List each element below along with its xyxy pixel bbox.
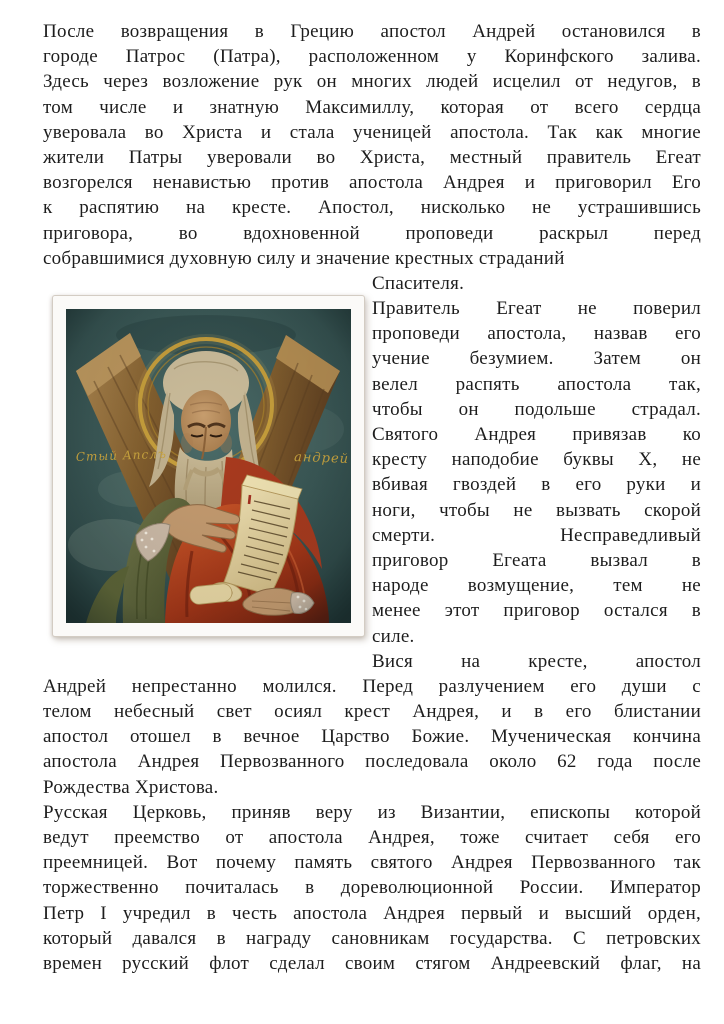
- text-line: кресту наподобие буквы Х, не: [372, 449, 701, 471]
- paragraph-4: [43, 800, 701, 976]
- text-line: жители Патры уверовали во Христа, местный правитель Егеат: [43, 146, 701, 168]
- text-line: вбивая гвоздей в его руки и: [372, 474, 701, 496]
- paragraph-1-last-line: [43, 271, 701, 296]
- text-line: Вися на кресте, апостол: [372, 650, 701, 672]
- text-line: Святого Андрея привязав ко: [372, 424, 701, 445]
- paragraph-1: [43, 19, 701, 271]
- text-line: апостол отошел в вечное Царство Божие. Мученическая кончина: [43, 726, 701, 748]
- text-line: Петр I учредил в честь апостола Андрея первый и высший орден,: [43, 902, 701, 924]
- text-line: ведут преемство от апостола Андрея, тоже считает себя его: [43, 827, 701, 848]
- text-line: возгорелся ненавистью против апостола Андрея и приговорил Его: [43, 172, 701, 194]
- text-line: учение безумием. Затем он: [372, 348, 701, 370]
- text-line: торжественно почиталась в дореволюционной России. Император: [43, 877, 701, 899]
- text-line: уверовала во Христа и стала ученицей апостола. Так как многие: [43, 121, 701, 143]
- text-line: народе возмущение, тем не: [372, 575, 701, 597]
- text-line: телом небесный свет осиял крест Андрея, и в его блистании: [43, 701, 701, 723]
- text-line: смерти. Несправедливый: [372, 524, 701, 546]
- text-line: Андрей непрестанно молился. Перед разлучением его души с: [43, 675, 701, 697]
- text-line: силе.: [372, 625, 415, 647]
- text-line: чтобы он подольше страдал.: [372, 398, 701, 420]
- text-line: Спасителя.: [372, 272, 465, 294]
- text-line: собравшимися духовную силу и значение крестных страданий: [43, 247, 565, 269]
- text-line: приговор Егеата вызвал в: [372, 549, 701, 571]
- text-line: который давался в награду сановникам государства. С петровских: [43, 927, 701, 949]
- apostle-andrew-icon-image: [52, 295, 365, 637]
- text-line: Здесь через возложение рук он многих людей исцелил от недугов, в: [43, 71, 701, 93]
- text-line: городе Патрос (Патра), расположенном у Коринфского залива.: [43, 46, 701, 68]
- text-line: апостола Андрея Первозванного последовала около 62 года после: [43, 751, 701, 773]
- apostle-andrew-painting: [66, 309, 351, 623]
- paragraph-3: [43, 649, 701, 800]
- text-line: ноги, чтобы не вызвать скорой: [372, 499, 701, 521]
- text-line: к распятию на кресте. Апостол, нисколько не устрашившись: [43, 197, 701, 219]
- text-line: приговора, во вдохновенной проповеди раскрыл перед: [43, 222, 701, 244]
- text-line: менее этот приговор остался в: [372, 600, 701, 622]
- text-line: Правитель Егеат не поверил: [372, 298, 701, 320]
- text-line: преемницей. Вот почему память святого Андрея Первозванного так: [43, 852, 701, 874]
- text-line: времен русский флот сделал своим стягом Андреевский флаг, на: [43, 952, 701, 974]
- text-line: том числе и знатную Максимиллу, которая от всего сердца: [43, 96, 701, 118]
- text-line: Русская Церковь, приняв веру из Византии, епископы которой: [43, 801, 701, 823]
- text-line: проповеди апостола, назвав его: [372, 323, 701, 345]
- text-line: После возвращения в Грецию апостол Андрей остановился в: [43, 21, 701, 42]
- text-line: Рождества Христова.: [43, 776, 219, 798]
- text-line: велел распять апостола так,: [372, 373, 701, 395]
